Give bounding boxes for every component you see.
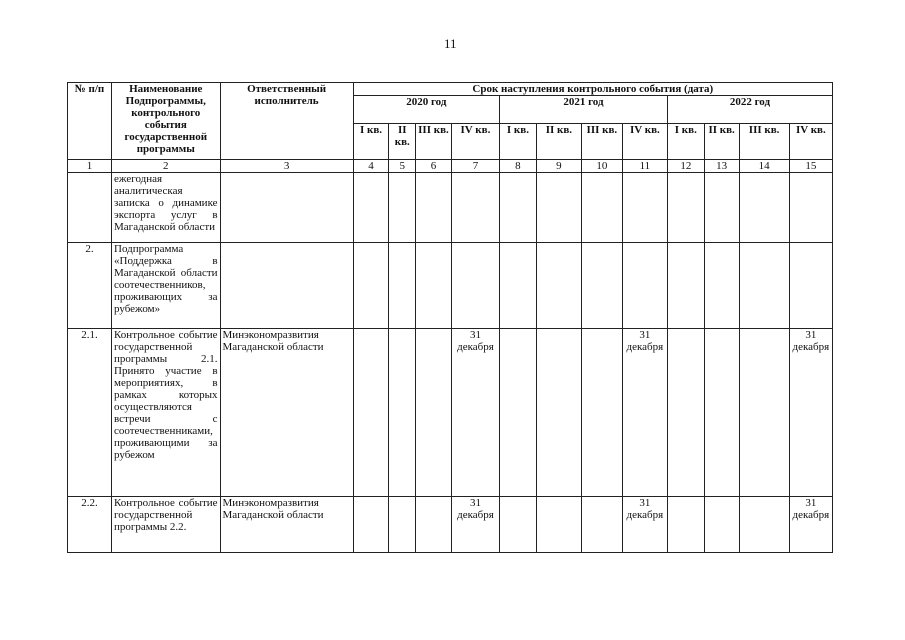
schedule-table — [67, 82, 833, 553]
row-date-2021-q4 — [622, 173, 667, 243]
header-quarter: III кв. — [416, 124, 452, 160]
row-executor: Минэкономразвития Магаданской области — [220, 497, 353, 553]
column-number: 10 — [581, 160, 622, 173]
row-name: Подпрограмма «Поддержка в Магаданской области соотечественников, проживающих за рубежом» — [112, 243, 221, 329]
row-num: 2. — [68, 243, 112, 329]
header-year-2020: 2020 год — [353, 96, 499, 124]
header-quarter: I кв. — [667, 124, 704, 160]
row-num — [68, 173, 112, 243]
row-date-2022-q4 — [789, 243, 832, 329]
column-number: 4 — [353, 160, 389, 173]
header-quarter: I кв. — [353, 124, 389, 160]
column-number: 6 — [416, 160, 452, 173]
header-quarter: II кв. — [704, 124, 739, 160]
column-number: 9 — [536, 160, 581, 173]
column-number: 1 — [68, 160, 112, 173]
header-quarter: IV кв. — [451, 124, 499, 160]
row-date-2021-q4 — [622, 243, 667, 329]
header-quarter: IV кв. — [622, 124, 667, 160]
row-num: 2.1. — [68, 329, 112, 497]
header-year-2021: 2021 год — [500, 96, 668, 124]
row-date-2022-q4: 31 декабря — [789, 497, 832, 553]
column-number: 15 — [789, 160, 832, 173]
table-row — [68, 243, 833, 329]
page-number: 11 — [444, 36, 457, 51]
row-date-2021-q4: 31 декабря — [622, 329, 667, 497]
row-date-2020-q4: 31 декабря — [451, 329, 499, 497]
table-row — [68, 497, 833, 553]
header-quarter: I кв. — [500, 124, 537, 160]
header-executor: Ответственный исполнитель — [220, 83, 353, 160]
column-number-row — [68, 160, 833, 173]
row-date-2021-q4: 31 декабря — [622, 497, 667, 553]
header-quarter: IV кв. — [789, 124, 832, 160]
header-quarter: III кв. — [739, 124, 789, 160]
header-name: Наименование Подпрограммы, контрольного события государственной программы — [112, 83, 221, 160]
column-number: 2 — [112, 160, 221, 173]
row-executor — [220, 243, 353, 329]
row-name: ежегодная аналитическая записка о динамике экспорта услуг в Магаданской области — [112, 173, 221, 243]
header-quarter: II кв. — [536, 124, 581, 160]
column-number: 7 — [451, 160, 499, 173]
row-date-2020-q4 — [451, 243, 499, 329]
column-number: 14 — [739, 160, 789, 173]
header-year-2022: 2022 год — [667, 96, 832, 124]
column-number: 12 — [667, 160, 704, 173]
table-row — [68, 329, 833, 497]
row-date-2020-q4: 31 декабря — [451, 497, 499, 553]
table-row — [68, 173, 833, 243]
column-number: 8 — [500, 160, 537, 173]
column-number: 11 — [622, 160, 667, 173]
row-date-2022-q4: 31 декабря — [789, 329, 832, 497]
column-number: 3 — [220, 160, 353, 173]
header-period: Срок наступления контрольного события (дата) — [353, 83, 832, 96]
header-quarter: II кв. — [389, 124, 416, 160]
row-name: Контрольное событие государственной программы 2.1. Принято участие в мероприятиях, в рамках которых осуществляются встречи с соотечественниками, проживающими за рубежом — [112, 329, 221, 497]
column-number: 5 — [389, 160, 416, 173]
row-num: 2.2. — [68, 497, 112, 553]
row-executor: Минэкономразвития Магаданской области — [220, 329, 353, 497]
row-date-2022-q4 — [789, 173, 832, 243]
row-executor — [220, 173, 353, 243]
row-name: Контрольное событие государственной программы 2.2. — [112, 497, 221, 553]
header-num: № п/п — [68, 83, 112, 160]
row-date-2020-q4 — [451, 173, 499, 243]
header-quarter: III кв. — [581, 124, 622, 160]
column-number: 13 — [704, 160, 739, 173]
